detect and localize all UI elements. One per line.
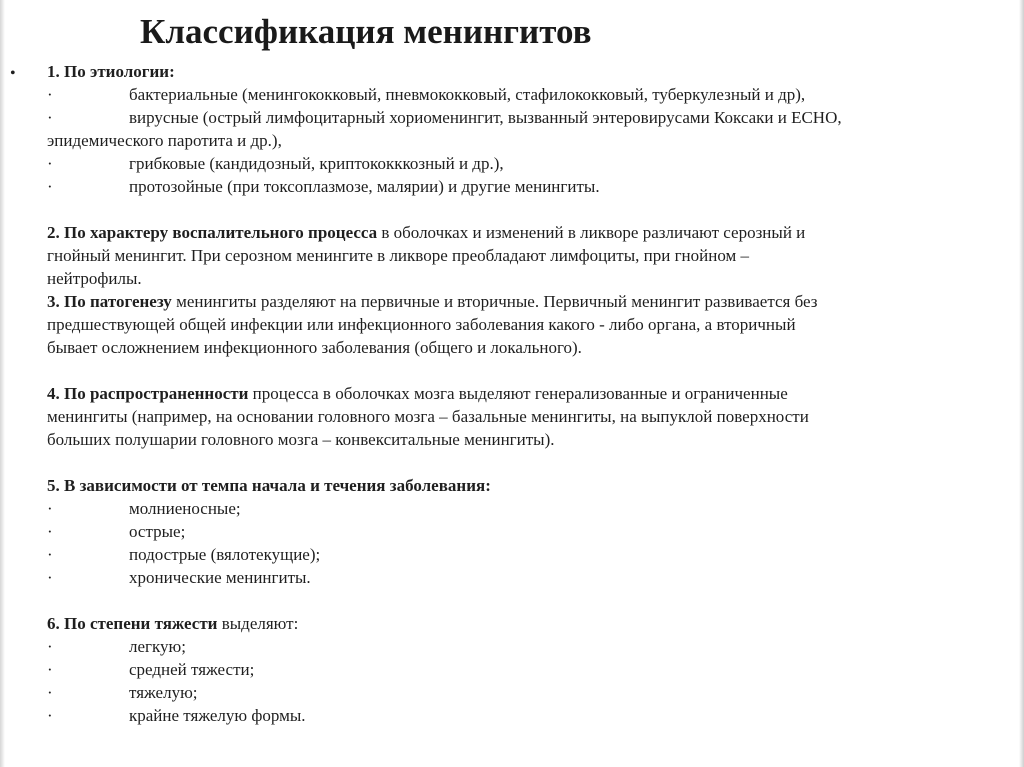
- list-marker: ·: [47, 154, 53, 173]
- paragraph-line: бывает осложнением инфекционного заболевания (общего и локального).: [47, 338, 582, 357]
- bullet-icon: •: [10, 65, 16, 82]
- paragraph-line: гнойный менингит. При серозном менингите в ликворе преобладают лимфоциты, при гнойном –: [47, 246, 750, 265]
- list-item: · вирусные (острый лимфоцитарный хориоменингит, вызванный энтеровирусами Коксаки и ЕСНО,: [47, 108, 842, 127]
- paragraph-line: менингиты (например, на основании головного мозга – базальные менингиты, на выпуклой поверхности: [47, 407, 809, 426]
- section-1-heading: 1. По этиологии:: [47, 62, 175, 81]
- list-item: · крайне тяжелую формы.: [47, 706, 306, 725]
- list-item: · молниеносные;: [47, 499, 241, 518]
- list-item: · тяжелую;: [47, 683, 198, 702]
- list-marker: ·: [47, 522, 53, 541]
- slide-body: [47, 60, 977, 727]
- list-item: · подострые (вялотекущие);: [47, 545, 321, 564]
- slide-title: Классификация менингитов: [140, 12, 592, 51]
- list-marker: ·: [47, 637, 53, 656]
- list-marker: ·: [47, 568, 53, 587]
- list-item: · острые;: [47, 522, 186, 541]
- paragraph-line: больших полушарии головного мозга – конвекситальные менингиты).: [47, 430, 555, 449]
- list-marker: ·: [47, 85, 53, 104]
- list-marker: ·: [47, 499, 53, 518]
- paragraph-line: нейтрофилы.: [47, 269, 142, 288]
- list-item: · грибковые (кандидозный, криптококккозный и др.),: [47, 154, 504, 173]
- list-item: · легкую;: [47, 637, 186, 656]
- list-item: · хронические менингиты.: [47, 568, 311, 587]
- list-item-continuation: эпидемического паротита и др.),: [47, 131, 282, 150]
- section-4-paragraph: 4. По распространенности процесса в оболочках мозга выделяют генерализованные и ограниченные: [47, 384, 788, 403]
- section-6-heading: 6. По степени тяжести выделяют:: [47, 614, 299, 633]
- list-marker: ·: [47, 108, 53, 127]
- section-2-paragraph: 2. По характеру воспалительного процесса в оболочках и изменений в ликворе различают серозный и: [47, 223, 806, 242]
- section-3-paragraph: 3. По патогенезу менингиты разделяют на первичные и вторичные. Первичный менингит развивается без: [47, 292, 818, 311]
- list-item: · протозойные (при токсоплазмозе, малярии) и другие менингиты.: [47, 177, 600, 196]
- list-marker: ·: [47, 660, 53, 679]
- list-marker: ·: [47, 683, 53, 702]
- list-item: · бактериальные (менингококковый, пневмококковый, стафилококковый, туберкулезный и др),: [47, 85, 806, 104]
- list-item: · средней тяжести;: [47, 660, 255, 679]
- paragraph-line: предшествующей общей инфекции или инфекционного заболевания какого - либо органа, а вторичный: [47, 315, 796, 334]
- list-marker: ·: [47, 706, 53, 725]
- section-5-heading: 5. В зависимости от темпа начала и течения заболевания:: [47, 476, 491, 495]
- list-marker: ·: [47, 545, 53, 564]
- slide-right-edge: [1019, 0, 1024, 767]
- list-marker: ·: [47, 177, 53, 196]
- slide-left-edge: [0, 0, 5, 767]
